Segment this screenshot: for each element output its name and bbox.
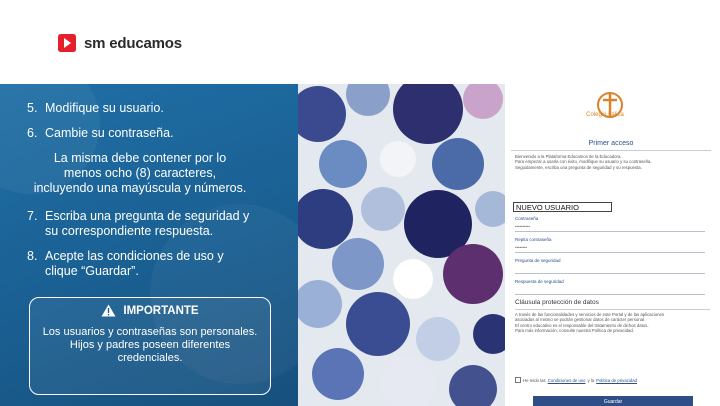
sm-logo-icon bbox=[57, 33, 77, 53]
field-underline bbox=[515, 273, 705, 274]
step-text-line: clique “Guardar”. bbox=[45, 264, 139, 278]
clause-text bbox=[515, 312, 710, 334]
brand-name: sm educamos bbox=[84, 34, 182, 52]
intro-text bbox=[515, 154, 710, 170]
instructions-panel bbox=[0, 84, 298, 406]
steps-list bbox=[0, 84, 298, 406]
step-number: 5. bbox=[27, 101, 38, 115]
password-field[interactable]: •••••••••• bbox=[515, 224, 531, 229]
bubble-collage-image bbox=[298, 84, 505, 406]
step-text-line: su correspondiente respuesta. bbox=[45, 224, 214, 238]
clause-line: A través de las funcionalidades y servicios de este Portal y de las aplicaciones bbox=[515, 312, 665, 317]
save-button[interactable]: Guardar bbox=[533, 396, 693, 406]
clause-line: Para más información, consulte nuestra Política de privacidad. bbox=[515, 328, 634, 334]
password-label: Contraseña bbox=[515, 216, 539, 221]
field-underline bbox=[515, 252, 705, 253]
step-text-line: Escriba una pregunta de seguridad y bbox=[45, 209, 250, 223]
privacy-link[interactable]: Política de privacidad bbox=[596, 377, 637, 383]
important-header bbox=[30, 304, 270, 317]
username-input[interactable]: NUEVO USUARIO bbox=[513, 202, 612, 212]
accept-mid: y la bbox=[587, 377, 595, 383]
terms-link[interactable]: Condiciones de uso bbox=[547, 377, 586, 383]
warning-icon bbox=[101, 304, 116, 317]
step-number: 8. bbox=[27, 249, 38, 263]
school-name: Colegio Itálica bbox=[586, 112, 624, 118]
important-box bbox=[29, 297, 271, 395]
accept-terms-row bbox=[515, 377, 637, 383]
repeat-password-field[interactable]: •••••••• bbox=[515, 245, 528, 250]
intro-line: Para empezar a usarla con éxito, modifique su usuario y su contraseña. bbox=[515, 159, 652, 165]
brand-logo bbox=[57, 33, 182, 53]
accept-prefix: He leído las bbox=[523, 377, 546, 383]
password-note bbox=[20, 151, 260, 196]
important-line: credenciales. bbox=[117, 352, 183, 364]
step-number: 7. bbox=[27, 209, 38, 223]
note-line: incluyendo una mayúscula y números. bbox=[33, 181, 247, 195]
repeat-password-label: Repita contraseña bbox=[515, 237, 552, 242]
form-heading: Primer acceso bbox=[588, 140, 634, 147]
note-line: menos ocho (8) caracteres, bbox=[63, 166, 217, 180]
security-answer-label: Respuesta de seguridad bbox=[515, 279, 564, 284]
top-bar bbox=[0, 0, 720, 84]
important-text bbox=[34, 326, 266, 365]
step-text bbox=[45, 209, 249, 239]
note-line: La misma debe contener por lo bbox=[53, 151, 227, 165]
step-text bbox=[45, 249, 224, 279]
important-line: Los usuarios y contraseñas son personales. bbox=[42, 326, 258, 338]
first-access-form bbox=[505, 84, 720, 406]
security-question-label: Pregunta de seguridad bbox=[515, 258, 561, 263]
important-title: IMPORTANTE bbox=[123, 304, 199, 317]
accept-terms-checkbox[interactable] bbox=[515, 377, 521, 383]
step-number: 6. bbox=[27, 126, 38, 140]
decorative-collage bbox=[298, 84, 505, 406]
step-text-line: Acepte las condiciones de uso y bbox=[45, 249, 224, 263]
field-underline bbox=[515, 294, 705, 295]
intro-line: Bienvenido a la Plataforma Educamos de la Educadora. bbox=[515, 154, 622, 159]
step-text: Cambie su contraseña. bbox=[45, 126, 174, 140]
clause-divider bbox=[515, 309, 710, 310]
clause-title: Cláusula protección de datos bbox=[515, 299, 599, 306]
important-line: Hijos y padres poseen diferentes bbox=[69, 339, 231, 351]
field-underline bbox=[515, 231, 705, 232]
step-text: Modifique su usuario. bbox=[45, 101, 164, 115]
clause-line: El centro educativo es el responsable del tratamiento de dichos datos. bbox=[515, 322, 649, 328]
heading-divider bbox=[511, 150, 711, 151]
intro-line: Seguidamente, escriba una pregunta de seguridad y su respuesta. bbox=[515, 164, 642, 170]
clause-line: asociadas al mismo se podrán gestionar datos de carácter personal. bbox=[515, 317, 646, 323]
